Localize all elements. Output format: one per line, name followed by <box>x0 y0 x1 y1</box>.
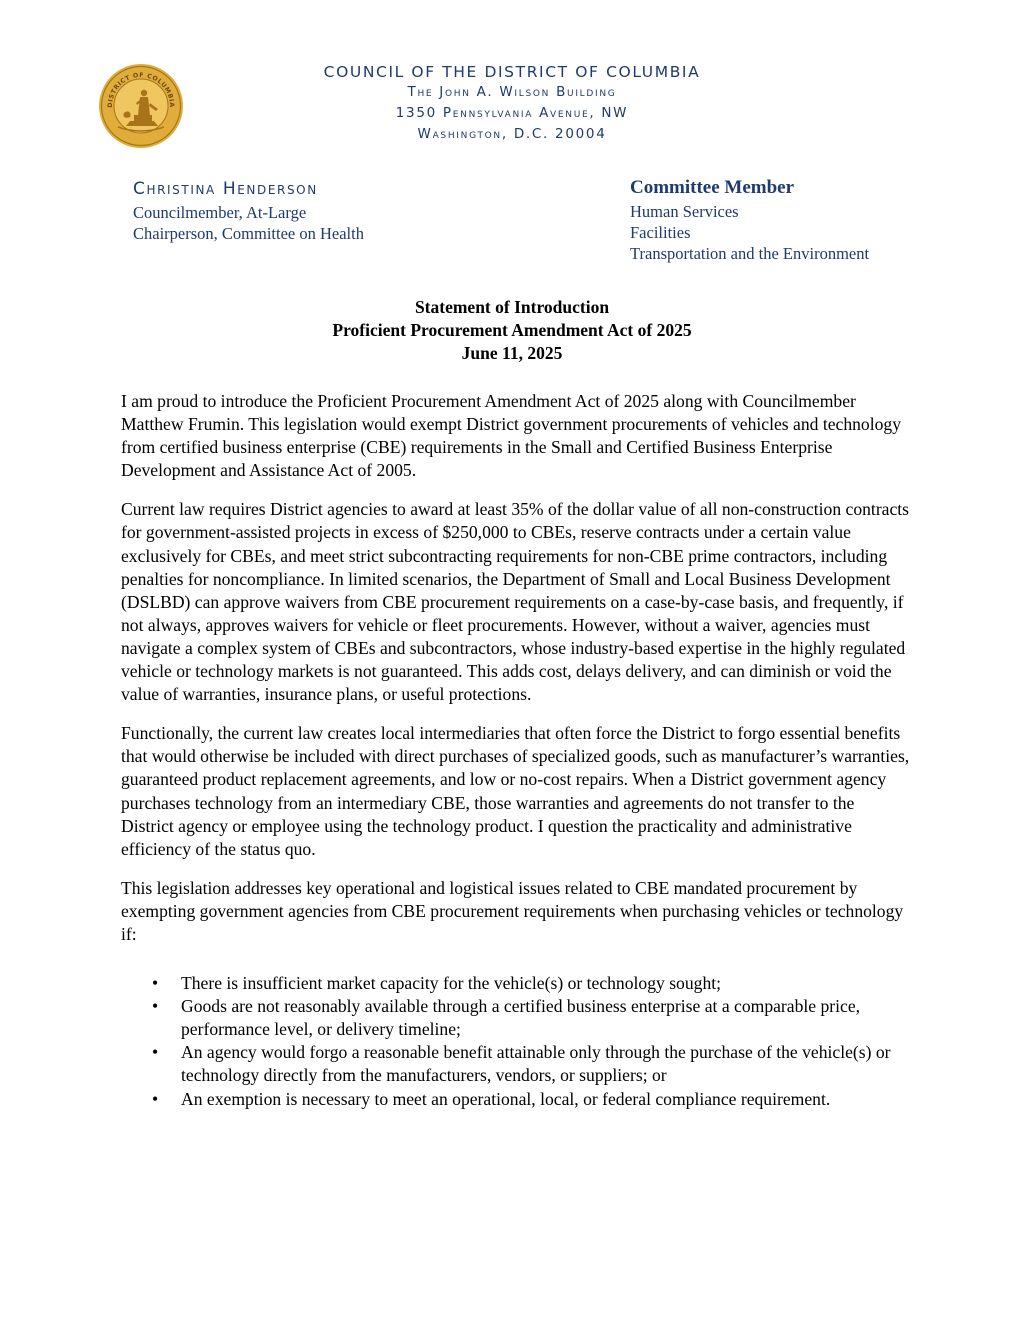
statement-title-block <box>0 296 1024 365</box>
list-item <box>152 995 911 1041</box>
council-name: COUNCIL OF THE DISTRICT OF COLUMBIA <box>323 63 701 81</box>
statement-title: Statement of Introduction <box>414 297 610 317</box>
list-item-text: There is insufficient market capacity for the vehicle(s) or technology sought; <box>181 973 722 994</box>
bullet-icon: • <box>152 1042 159 1063</box>
exemption-criteria-list <box>121 972 911 1111</box>
committee-heading: Committee Member <box>630 177 795 198</box>
committee-block <box>630 176 869 264</box>
seal-text: DISTRICT OF COLUMBIA <box>106 71 176 108</box>
councilmember-chair-role: Chairperson, Committee on Health <box>133 224 364 243</box>
bullet-icon: • <box>152 973 159 994</box>
list-item-text: An agency would forgo a reasonable benefit attainable only through the purchase of the vehicle(s) or technology directly from the manufacturers, vendors, or suppliers; or <box>181 1042 891 1086</box>
street-address: 1350 Pennsylvania Avenue, NW <box>395 105 629 121</box>
paragraph: Functionally, the current law creates local intermediaries that often force the District to forgo essential benefits that would otherwise be included with direct purchases of specialized goods, such as manufacturer’s warranties, guaranteed product replacement agreements, and low or no-cost repairs. When a District government agency purchases technology from an intermediary CBE, those warranties and agreements do not transfer to the District agency or employee using the technology product. I question the practicality and administrative efficiency of the status quo. <box>121 723 910 859</box>
act-title: Proficient Procurement Amendment Act of 2025 <box>332 320 692 340</box>
bullet-icon: • <box>152 1088 159 1109</box>
list-item-text: Goods are not reasonably available through a certified business enterprise at a comparable price, performance level, or delivery timeline; <box>181 996 861 1040</box>
committee-item: Facilities <box>630 223 691 242</box>
district-of-columbia-seal-icon <box>98 63 184 149</box>
bullet-icon: • <box>152 996 159 1017</box>
city-address: Washington, D.C. 20004 <box>417 126 607 142</box>
committee-item: Transportation and the Environment <box>630 244 870 263</box>
paragraph: Current law requires District agencies to award at least 35% of the dollar value of all non-construction contracts for government-assisted projects in excess of $250,000 to CBEs, reserve contracts under a certain value exclusively for CBEs, and meet strict subcontracting requirements for non-CBE prime contractors, including penalties for noncompliance. In limited scenarios, the Department of Small and Local Business Development (DSLBD) can approve waivers from CBE procurement requirements on a case-by-case basis, and frequently, if not always, approves waivers for vehicle or fleet procurements. However, without a waiver, agencies must navigate a complex system of CBEs and subcontractors, whose industry-based expertise in the highly regulated vehicle or technology markets is not guaranteed. This adds cost, delays delivery, and can diminish or void the value of warranties, insurance plans, or useful protections. <box>121 499 910 705</box>
paragraph: I am proud to introduce the Proficient Procurement Amendment Act of 2025 along with Councilmember Matthew Frumin. This legislation would exempt District government procurements of vehicles and technology from certified business enterprise (CBE) requirements in the Small and Certified Business Enterprise Development and Assistance Act of 2005. <box>121 391 901 481</box>
letterhead <box>200 62 824 145</box>
councilmember-name: Christina Henderson <box>133 179 318 199</box>
paragraph: This legislation addresses key operational and logistical issues related to CBE mandated procurement by exempting government agencies from CBE procurement requirements when purchasing vehicles or technology if: <box>121 877 904 944</box>
councilmember-role: Councilmember, At-Large <box>133 203 307 222</box>
building-name: The John A. Wilson Building <box>407 84 617 100</box>
list-item <box>152 1088 911 1111</box>
statement-body <box>121 390 911 1111</box>
statement-date: June 11, 2025 <box>461 343 563 363</box>
list-item <box>152 972 911 995</box>
councilmember-block <box>133 178 364 244</box>
list-item <box>152 1041 911 1087</box>
list-item-text: An exemption is necessary to meet an operational, local, or federal compliance requirement. <box>181 1088 831 1109</box>
committee-item: Human Services <box>630 202 739 221</box>
